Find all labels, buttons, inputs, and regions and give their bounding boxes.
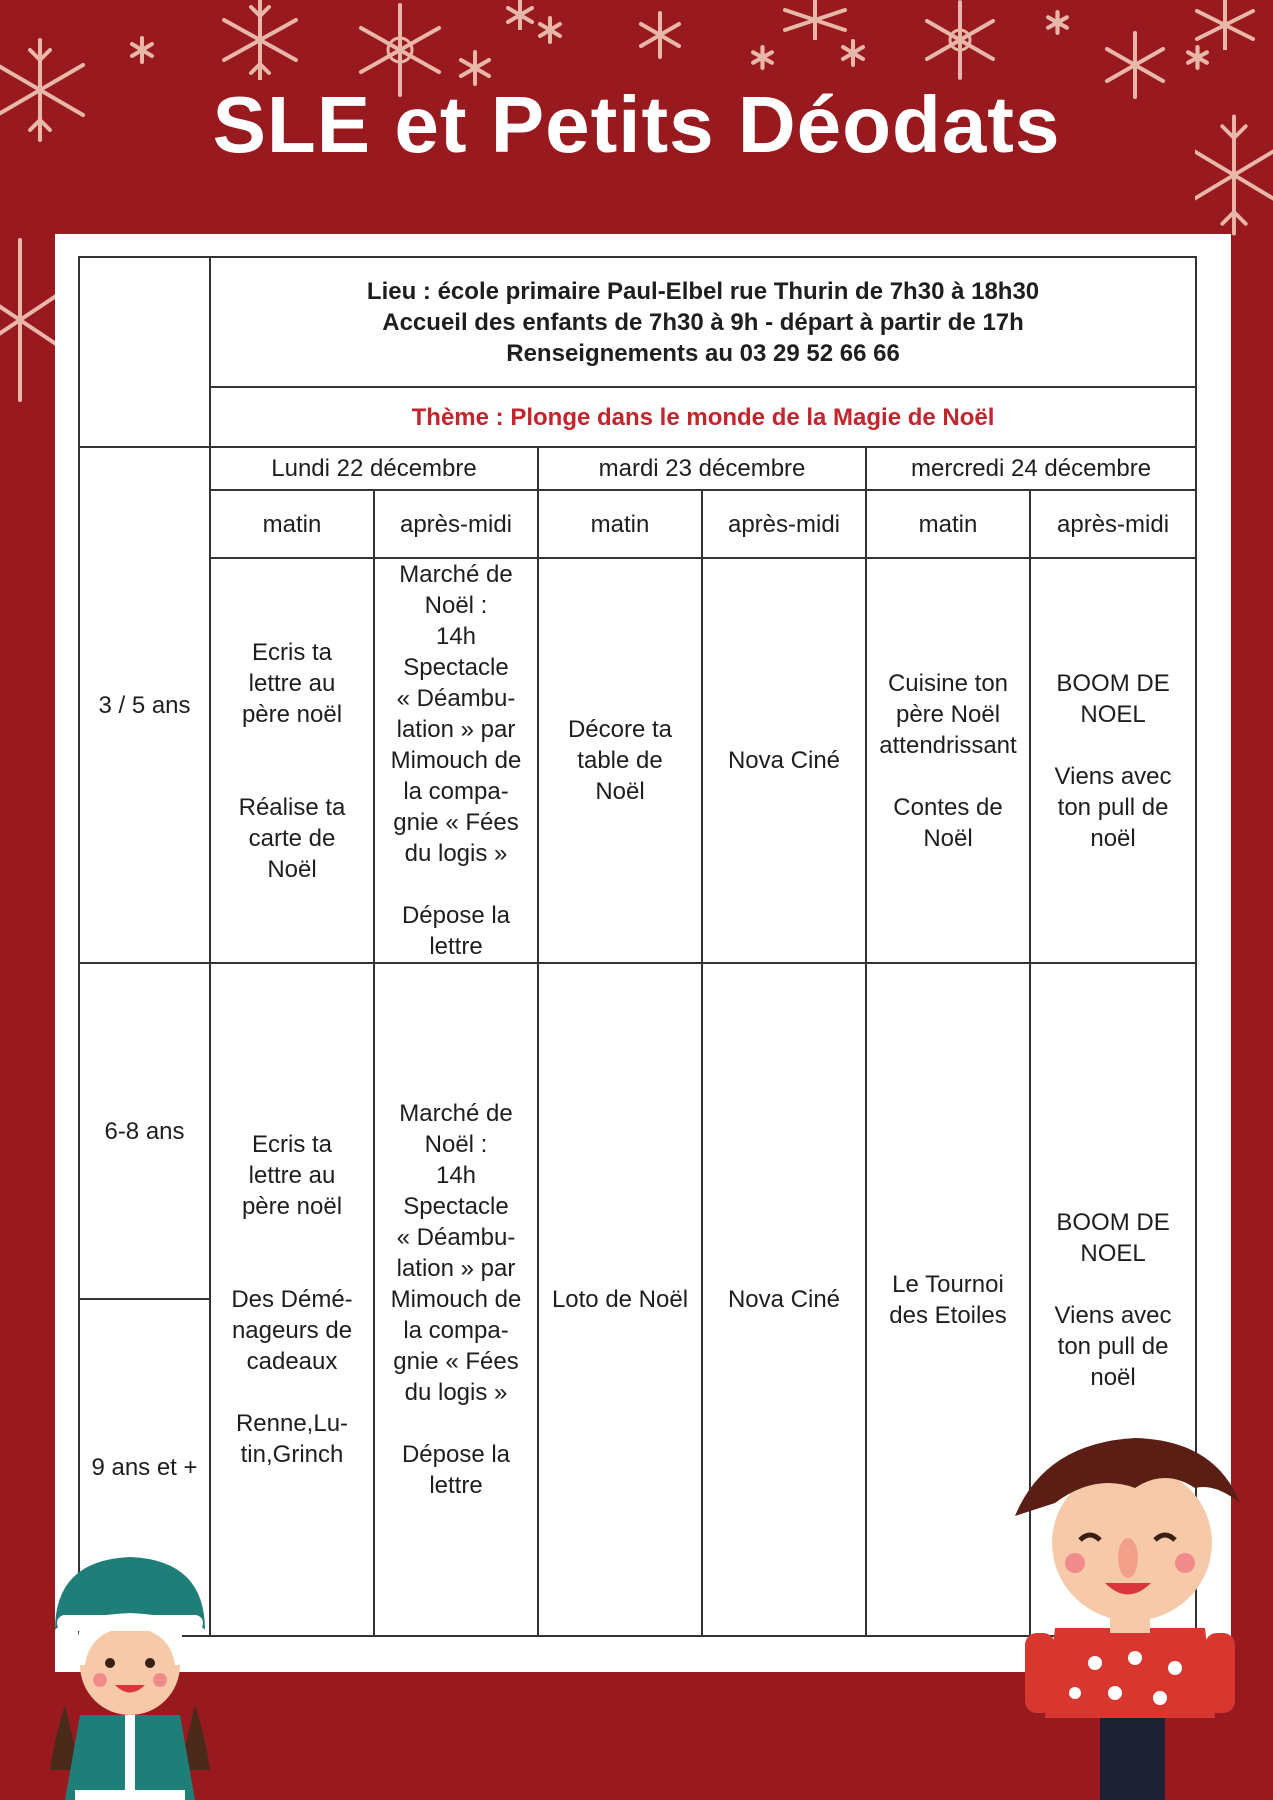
age-group-9-plus: 9 ans et + [79,1299,210,1636]
corner-cell [79,257,210,447]
snowflake-icon [838,38,868,68]
activity-cell-boom: BOOM DE NOEL Viens avec ton pull de noël [1030,558,1196,963]
snowflake-icon [1190,0,1260,50]
page-title: SLE et Petits Déodats [212,80,1061,169]
period-header: matin [538,490,702,558]
period-header: après-midi [1030,490,1196,558]
period-header: matin [866,490,1030,558]
activity-cell: Le Tournoi des Etoiles [866,963,1030,1636]
snowflake-icon [127,35,157,65]
activity-cell: Marché de Noël : 14h Spectacle « Déambu- lation » par Mimouch de la compa- gnie « Fées du logis » Dépose la lettre [374,558,538,963]
snowflake-icon [635,10,685,60]
activity-cell: Cuisine ton père Noël attendrissant Contes de Noël [866,558,1030,963]
activity-cell: Nova Ciné [702,558,866,963]
snowflake-icon [1045,10,1070,35]
boy-character-illustration [1015,1428,1245,1800]
theme-cell: Thème : Plonge dans le monde de la Magie de Noël [210,387,1196,447]
snowflake-icon [750,45,775,70]
activity-cell: Décore ta table de Noël [538,558,702,963]
info-contact: Renseignements au 03 29 52 66 66 [506,339,900,367]
period-header: après-midi [374,490,538,558]
age-group-6-8: 6-8 ans [79,963,210,1299]
info-hours: Accueil des enfants de 7h30 à 9h - départ à partir de 17h [382,308,1024,336]
period-header: après-midi [702,490,866,558]
day-header-monday: Lundi 22 décembre [210,447,538,490]
activity-cell: Nova Ciné [702,963,866,1636]
activity-cell: Ecris ta lettre au père noël Réalise ta carte de Noël [210,558,374,963]
info-location: Lieu : école primaire Paul-Elbel rue Thurin de 7h30 à 18h30 [366,277,1040,305]
day-header-wednesday: mercredi 24 décembre [866,447,1196,490]
day-header-tuesday: mardi 23 décembre [538,447,866,490]
activity-cell: Loto de Noël [538,963,702,1636]
snowflake-icon [535,15,565,45]
activity-cell: Ecris ta lettre au père noël Des Démé- nageurs de cadeaux Renne,Lu- tin,Grinch [210,963,374,1636]
activity-cell: Marché de Noël : 14h Spectacle « Déambu- lation » par Mimouch de la compa- gnie « Fées du logis » Dépose la lettre [374,963,538,1636]
girl-character-illustration [45,1555,215,1800]
age-group-3-5: 3 / 5 ans [79,447,210,963]
activity-cell-boom: BOOM DE NOEL Viens avec ton pull de noël [1030,963,1196,1636]
snowflake-icon [915,0,1005,80]
snowflake-icon [780,0,850,40]
info-cell [210,257,1196,387]
snowflake-icon [205,0,315,80]
period-header: matin [210,490,374,558]
